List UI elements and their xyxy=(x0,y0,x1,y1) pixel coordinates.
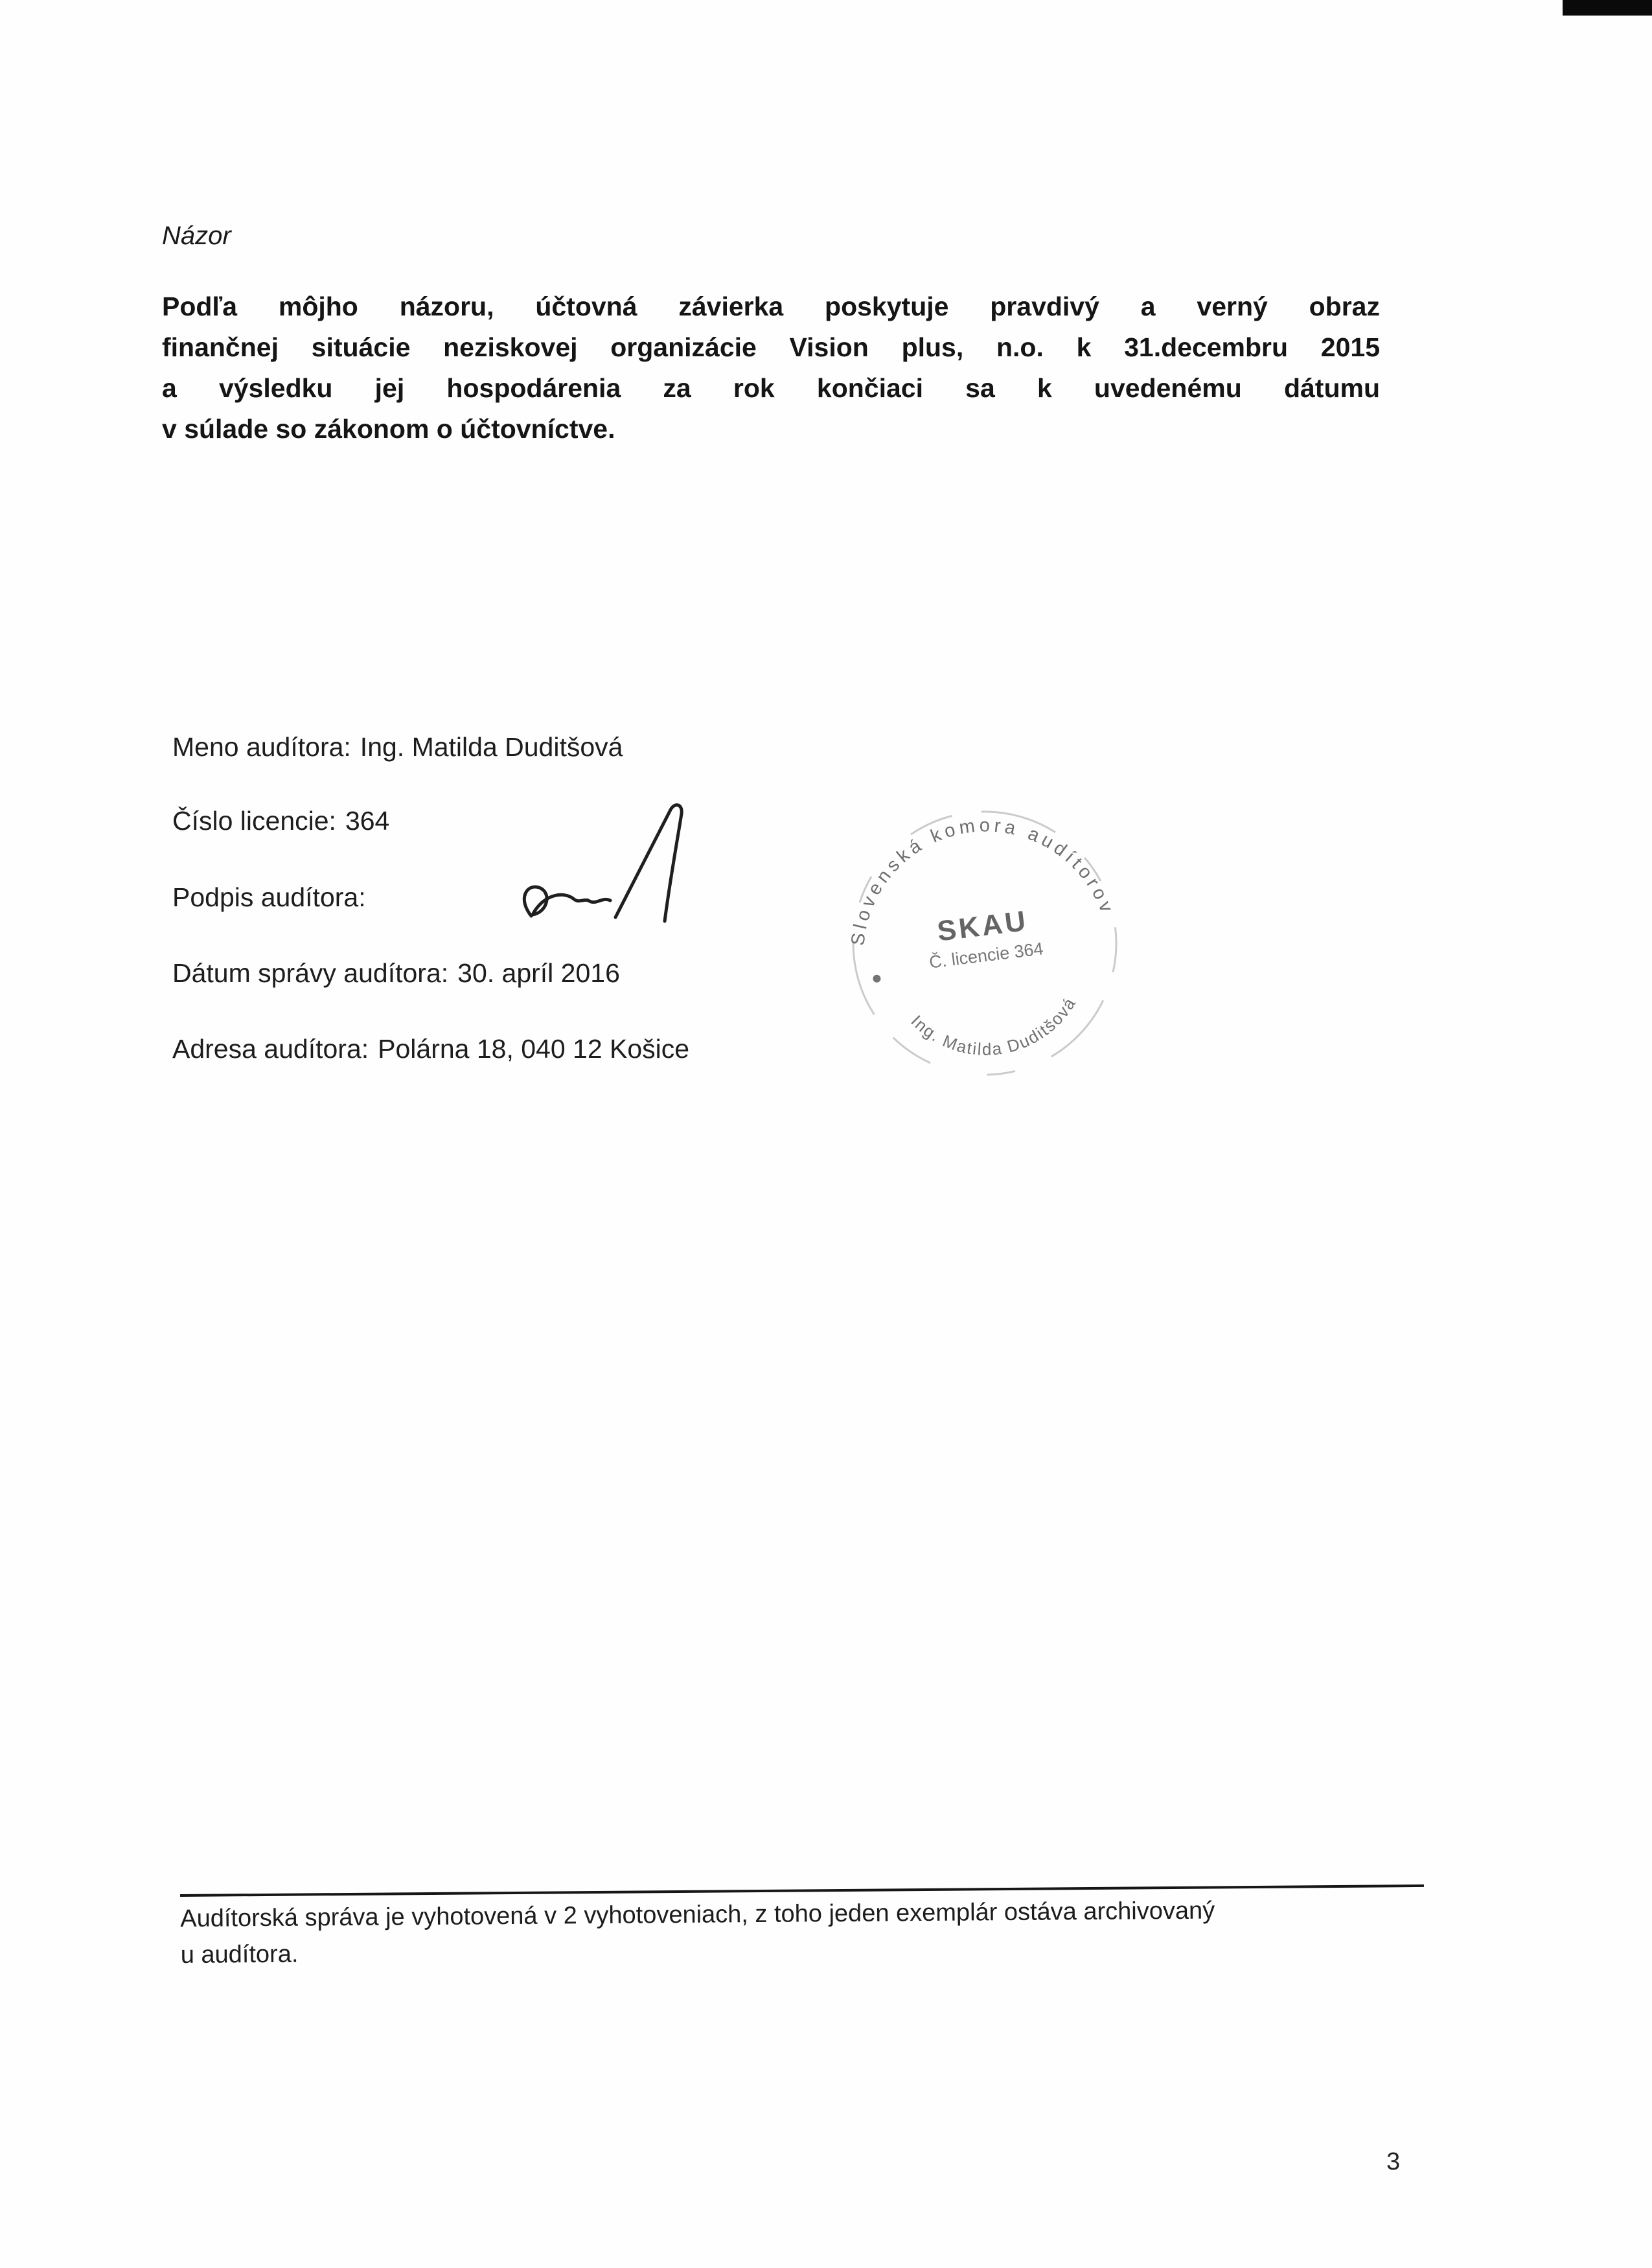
stamp-license-line: Č. licencie 364 xyxy=(928,939,1045,972)
opinion-line: finančnej situácie neziskovej organizácie Vision plus, n.o. k 31.decembru 2015 xyxy=(162,332,1380,362)
field-auditor-address-label: Adresa audítora: xyxy=(172,1034,369,1064)
page-number: 3 xyxy=(1386,2148,1401,2175)
opinion-paragraph xyxy=(162,286,1380,450)
field-auditor-address-value: Polárna 18, 040 12 Košice xyxy=(378,1034,690,1064)
field-report-date xyxy=(172,958,620,989)
opinion-line: Podľa môjho názoru, účtovná závierka poskytuje pravdivý a verný obraz xyxy=(162,292,1380,321)
opinion-line: a výsledku jej hospodárenia za rok končiaci sa k uvedenému dátumu xyxy=(162,373,1380,403)
stamp-name-arc: Ing. Matilda Duditšová xyxy=(907,993,1080,1059)
section-heading: Názor xyxy=(162,222,231,250)
footnote xyxy=(180,1884,1425,1973)
field-auditor-address xyxy=(172,1034,689,1064)
stamp-org-abbreviation: SKAU xyxy=(935,904,1030,948)
auditor-round-stamp xyxy=(840,798,1130,1088)
handwritten-signature xyxy=(505,789,739,951)
field-auditor-name-label: Meno audítora: xyxy=(172,732,351,762)
field-signature xyxy=(172,882,366,913)
field-license-number xyxy=(172,806,389,836)
footnote-line1: Audítorská správa je vyhotovená v 2 vyhotoveniach, z toho jeden exemplár ostáva archivovaný xyxy=(180,1897,1215,1932)
field-auditor-name-value: Ing. Matilda Duditšová xyxy=(360,732,623,762)
field-auditor-name xyxy=(172,732,623,762)
field-signature-label: Podpis audítora: xyxy=(172,882,366,912)
field-report-date-label: Dátum správy audítora: xyxy=(172,958,449,988)
opinion-line: v súlade so zákonom o účtovníctve. xyxy=(162,414,615,444)
stamp-dot xyxy=(873,974,881,983)
field-report-date-value: 30. apríl 2016 xyxy=(457,958,620,988)
scan-artifact-corner-mark xyxy=(1563,0,1652,16)
footnote-line2: u audítora. xyxy=(180,1940,299,1969)
field-license-number-label: Číslo licencie: xyxy=(172,806,336,836)
stamp-ring-text: Slovenská komora audítorov xyxy=(847,815,1118,947)
field-license-number-value: 364 xyxy=(345,806,390,836)
